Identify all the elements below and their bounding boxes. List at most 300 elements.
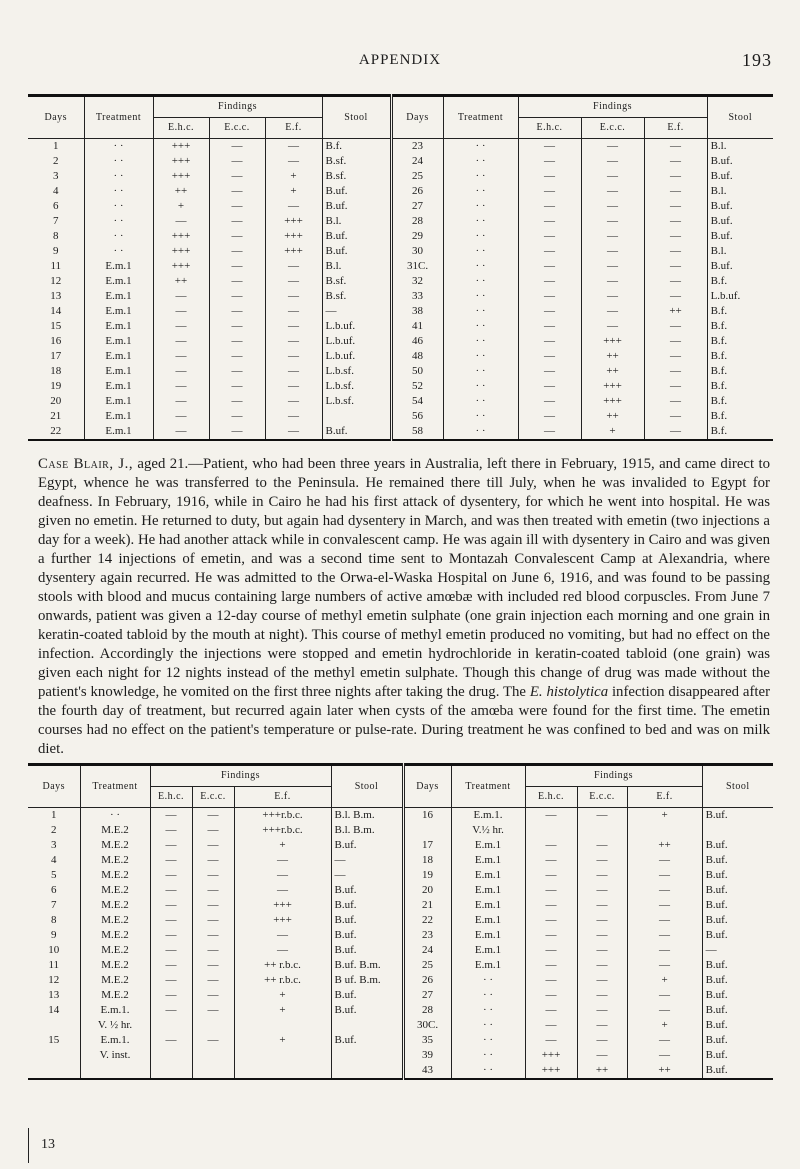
cell-ehc: — (150, 1033, 192, 1048)
table-row (28, 409, 773, 424)
cell-days: 35 (403, 1033, 451, 1048)
cell-treatment: M.E.2 (80, 943, 150, 958)
cell-ehc (150, 1018, 192, 1033)
cell-ecc: — (209, 274, 265, 289)
cell-ecc: — (581, 154, 644, 169)
cell-ehc: — (153, 364, 209, 379)
cell-ehc: +++ (525, 1063, 577, 1079)
header-days: Days (391, 96, 443, 139)
cell-ecc: — (581, 304, 644, 319)
cell-stool: B.uf. (710, 215, 733, 227)
table-row (28, 943, 773, 958)
cell-ehc: — (150, 913, 192, 928)
cell-ecc: — (192, 913, 234, 928)
cell-stool: — (705, 944, 717, 956)
cell-days: 8 (28, 229, 84, 244)
cell-treatment: · · (443, 244, 518, 259)
cell-stool (702, 823, 773, 838)
cell-ef: + (234, 1003, 331, 1018)
cell-days: 6 (28, 883, 80, 898)
cell-days: 16 (403, 808, 451, 824)
cell-ecc: ++ (581, 409, 644, 424)
table-row (28, 139, 773, 155)
cell-ehc: +++ (153, 139, 209, 155)
cell-ef: + (627, 973, 702, 988)
cell-treatment: · · (443, 154, 518, 169)
cell-stool: B.uf. (710, 170, 733, 182)
table-row (28, 424, 773, 440)
cell-days: 31C. (391, 259, 443, 274)
cell-stool: B.uf. (322, 184, 391, 199)
cell-stool: B.l. (322, 259, 391, 274)
cell-ecc: — (209, 214, 265, 229)
cell-ehc: +++ (153, 229, 209, 244)
table-row (28, 289, 773, 304)
cell-ef: ++ (627, 838, 702, 853)
cell-stool: B.uf. (322, 424, 391, 440)
case-label: Case Blair, J., (38, 456, 134, 472)
cell-days: 21 (28, 409, 84, 424)
cell-ef: — (644, 244, 707, 259)
cell-ehc: +++ (153, 259, 209, 274)
cell-treatment: E.m.1 (84, 364, 153, 379)
cell-stool: B.uf. (705, 1064, 728, 1076)
cell-stool: L.b.uf. (322, 334, 391, 349)
cell-ehc: — (518, 424, 581, 440)
cell-ehc: — (518, 319, 581, 334)
findings-table-1-body (28, 139, 773, 441)
cell-treatment: E.m.1 (84, 394, 153, 409)
cell-ehc (525, 823, 577, 838)
cell-days: 19 (403, 868, 451, 883)
cell-ehc: — (150, 928, 192, 943)
cell-days: 8 (28, 913, 80, 928)
cell-ef: +++r.b.c. (234, 823, 331, 838)
signature-number: 13 (41, 1137, 55, 1152)
cell-ecc: — (581, 244, 644, 259)
cell-ehc: — (525, 808, 577, 824)
cell-treatment: E.m.1 (84, 259, 153, 274)
cell-ecc: — (192, 1033, 234, 1048)
cell-treatment: M.E.2 (80, 988, 150, 1003)
cell-days (28, 1018, 80, 1033)
cell-ehc: — (153, 319, 209, 334)
cell-treatment: M.E.2 (80, 883, 150, 898)
cell-stool: L.b.uf. (322, 349, 391, 364)
cell-ecc: — (192, 958, 234, 973)
cell-ehc: — (525, 1033, 577, 1048)
cell-stool: B.uf. (331, 1003, 403, 1018)
cell-stool: B.l. B.m. (331, 808, 403, 824)
cell-ef: — (265, 304, 322, 319)
cell-stool (322, 409, 391, 424)
cell-days: 28 (391, 214, 443, 229)
cell-days: 25 (403, 958, 451, 973)
cell-ecc (192, 1018, 234, 1033)
cell-ecc: ++ (581, 364, 644, 379)
cell-stool: B.uf. (710, 260, 733, 272)
cell-ecc: — (192, 1003, 234, 1018)
cell-ecc: — (577, 808, 627, 824)
cell-ecc: — (192, 883, 234, 898)
cell-ef: — (644, 379, 707, 394)
cell-stool: B.uf. B.m. (331, 958, 403, 973)
table-row (28, 214, 773, 229)
cell-ecc: — (192, 808, 234, 824)
cell-days (28, 1048, 80, 1063)
cell-ecc (192, 1063, 234, 1079)
cell-days: 46 (391, 334, 443, 349)
cell-treatment: M.E.2 (80, 823, 150, 838)
case-paragraph (38, 455, 770, 759)
cell-stool: B.uf. (705, 1004, 728, 1016)
cell-stool (331, 1048, 403, 1063)
cell-days: 26 (391, 184, 443, 199)
cell-days: 7 (28, 898, 80, 913)
cell-ecc: — (581, 259, 644, 274)
cell-stool: B.f. (710, 275, 728, 287)
cell-ehc: — (525, 928, 577, 943)
header-ecc: E.c.c. (209, 118, 265, 139)
cell-ef: — (234, 943, 331, 958)
cell-ef: — (644, 394, 707, 409)
cell-ef: — (644, 139, 707, 155)
cell-treatment: E.m.1 (451, 838, 525, 853)
cell-ecc: — (209, 229, 265, 244)
header-ef: E.f. (644, 118, 707, 139)
header-ecc: E.c.c. (192, 787, 234, 808)
cell-ecc: — (581, 199, 644, 214)
cell-treatment: · · (451, 1048, 525, 1063)
cell-ecc: — (209, 244, 265, 259)
cell-ecc: +++ (581, 334, 644, 349)
cell-ef: — (627, 1048, 702, 1063)
cell-stool: B.uf. (705, 914, 728, 926)
cell-days: 6 (28, 199, 84, 214)
cell-days: 21 (403, 898, 451, 913)
cell-treatment: · · (451, 988, 525, 1003)
cell-ehc: — (525, 943, 577, 958)
cell-ef: — (265, 274, 322, 289)
margin-rule (28, 1128, 29, 1163)
cell-ef (234, 1063, 331, 1079)
cell-ef: +++ (234, 898, 331, 913)
cell-treatment: · · (443, 259, 518, 274)
cell-ef: — (644, 349, 707, 364)
cell-stool: L.b.sf. (322, 364, 391, 379)
cell-days: 24 (391, 154, 443, 169)
cell-treatment: · · (451, 1033, 525, 1048)
cell-ef: +++ (265, 244, 322, 259)
cell-treatment: · · (443, 184, 518, 199)
cell-stool: B.uf. (322, 229, 391, 244)
cell-days: 48 (391, 349, 443, 364)
cell-ehc: +++ (153, 169, 209, 184)
cell-ehc: — (150, 958, 192, 973)
cell-ecc: — (581, 319, 644, 334)
cell-ehc: +++ (153, 244, 209, 259)
cell-ef: ++ r.b.c. (234, 973, 331, 988)
cell-ef: — (265, 394, 322, 409)
cell-treatment: · · (443, 424, 518, 440)
cell-treatment: · · (443, 289, 518, 304)
cell-ehc: — (150, 943, 192, 958)
cell-ef: — (644, 199, 707, 214)
cell-ef: + (265, 169, 322, 184)
cell-ef: — (627, 883, 702, 898)
cell-ehc: +++ (525, 1048, 577, 1063)
cell-ef: + (627, 808, 702, 824)
cell-ecc: — (577, 898, 627, 913)
header-findings: Findings (153, 96, 322, 118)
cell-ehc: — (153, 424, 209, 440)
cell-ef: — (644, 289, 707, 304)
cell-ecc: — (581, 169, 644, 184)
cell-treatment: E.m.1 (84, 424, 153, 440)
table-row (28, 823, 773, 838)
case-text: aged 21.—Patient, who had been three years in Australia, left there in February, 1915, and came direct to Egypt, whence he was transferred to the Peninsula. He remained there till July, when he was invalided to Egypt for deafness. In February, 1916, while in Cairo he had his first attack of dysentery, for which he went into hospital. He was given no emetin. He returned to duty, but again had dysentery in March, and was then treated with emetin (two injections a day for a week). He had another attack while in convalescent camp. He was again ill with dysentery in Cairo and was given a further 14 injections of emetin, and was a second time sent to Montazah Convalescent Camp at Alexandria, where dysentery again recurred. He was admitted to the Orwa-el-Waska Hospital on June 6, 1916, and was found to be passing stools with blood and mucus containing large numbers of active amœbæ with included red blood corpuscles. From June 7 onwards, patient was given a 12-day course of methyl emetin sulphate (one grain injection each morning and one grain in keratin-coated tabloid by the mouth at night). This course of methyl emetin produced no vomiting, but had no effect on the infection. Accordingly the injections were stopped and emetin hydrochloride in keratin-coated tabloid (one grain) was given each night for 12 nights instead of the methyl emetin sulphate. Though this change of drug was made without the patient's knowledge, he vomited on the first three nights after taking the drug. The (38, 456, 770, 700)
cell-ehc: — (518, 244, 581, 259)
table-row (28, 349, 773, 364)
cell-ef: — (644, 259, 707, 274)
cell-treatment: E.m.1 (84, 379, 153, 394)
page-number: 193 (742, 50, 772, 70)
cell-stool: B.l. (322, 214, 391, 229)
cell-ecc: +++ (581, 379, 644, 394)
cell-ecc: + (581, 424, 644, 440)
cell-ehc: — (153, 304, 209, 319)
cell-treatment: · · (80, 808, 150, 824)
cell-ef: — (644, 214, 707, 229)
findings-table-2-body (28, 808, 773, 1080)
cell-days: 17 (403, 838, 451, 853)
cell-stool: B.uf. (331, 883, 403, 898)
cell-stool: B.uf. (710, 155, 733, 167)
cell-treatment: · · (443, 379, 518, 394)
cell-treatment: · · (443, 199, 518, 214)
cell-days: 56 (391, 409, 443, 424)
cell-days: 1 (28, 808, 80, 824)
cell-ecc: — (577, 1003, 627, 1018)
cell-stool: B.l. (710, 185, 727, 197)
cell-ecc: — (192, 838, 234, 853)
table-row (28, 364, 773, 379)
cell-stool: B.sf. (322, 154, 391, 169)
cell-days: 4 (28, 184, 84, 199)
table-row (28, 304, 773, 319)
cell-days: 16 (28, 334, 84, 349)
cell-treatment: V. ½ hr. (80, 1018, 150, 1033)
cell-ehc: ++ (153, 274, 209, 289)
table-row (28, 913, 773, 928)
cell-ecc: — (581, 184, 644, 199)
header-treatment: Treatment (443, 96, 518, 139)
table-row (28, 259, 773, 274)
cell-treatment: E.m.1 (451, 868, 525, 883)
header-ef: E.f. (265, 118, 322, 139)
cell-days: 1 (28, 139, 84, 155)
cell-ehc: — (525, 898, 577, 913)
cell-ehc (150, 1048, 192, 1063)
cell-stool: B.f. (322, 139, 391, 155)
header-stool: Stool (707, 96, 773, 139)
cell-stool: L.b.uf. (322, 319, 391, 334)
cell-stool: B.f. (710, 350, 728, 362)
cell-ehc: — (525, 838, 577, 853)
header-ecc: E.c.c. (581, 118, 644, 139)
cell-stool: B.uf. (705, 1049, 728, 1061)
cell-ef: — (644, 154, 707, 169)
table-row (28, 1048, 773, 1063)
cell-days (28, 1063, 80, 1079)
cell-days: 54 (391, 394, 443, 409)
cell-ehc: — (153, 334, 209, 349)
cell-stool: B.uf. (705, 929, 728, 941)
cell-ehc: — (518, 184, 581, 199)
cell-ef: — (265, 319, 322, 334)
cell-ehc: — (518, 259, 581, 274)
cell-ef: + (627, 1018, 702, 1033)
cell-stool: B.sf. (322, 169, 391, 184)
cell-stool: B.uf. (705, 959, 728, 971)
table-row (28, 988, 773, 1003)
cell-stool: B.sf. (322, 274, 391, 289)
cell-days: 23 (391, 139, 443, 155)
cell-ef: — (644, 184, 707, 199)
cell-ef (234, 1018, 331, 1033)
header-days: Days (28, 765, 80, 808)
cell-ecc: — (209, 379, 265, 394)
cell-stool: L.b.sf. (322, 379, 391, 394)
cell-ecc: — (209, 259, 265, 274)
cell-ecc: — (209, 139, 265, 155)
table-row (28, 898, 773, 913)
table-row (28, 958, 773, 973)
cell-ef: — (627, 913, 702, 928)
header-ehc: E.h.c. (150, 787, 192, 808)
running-title: APPENDIX (358, 52, 442, 68)
cell-stool: — (322, 304, 391, 319)
cell-ecc: — (209, 304, 265, 319)
cell-days: 27 (403, 988, 451, 1003)
cell-days: 38 (391, 304, 443, 319)
cell-ef: — (627, 988, 702, 1003)
cell-stool: B.uf. (322, 199, 391, 214)
cell-stool: B.uf. (331, 988, 403, 1003)
cell-ehc: — (150, 853, 192, 868)
cell-ehc: — (525, 973, 577, 988)
cell-ef: — (627, 898, 702, 913)
cell-ehc: — (518, 364, 581, 379)
cell-ef: — (234, 928, 331, 943)
cell-ef: +++ (234, 913, 331, 928)
cell-treatment: · · (84, 214, 153, 229)
cell-ecc: ++ (581, 349, 644, 364)
table-row (28, 184, 773, 199)
cell-days: 32 (391, 274, 443, 289)
case-italic: E. histolytica (529, 684, 609, 700)
cell-treatment: E.m.1 (451, 883, 525, 898)
cell-stool: B.f. (710, 410, 728, 422)
header-findings: Findings (518, 96, 707, 118)
cell-ehc: — (525, 988, 577, 1003)
cell-ef: — (265, 409, 322, 424)
cell-ecc: — (192, 928, 234, 943)
table-row (28, 808, 773, 824)
cell-treatment: · · (84, 154, 153, 169)
cell-treatment: · · (443, 349, 518, 364)
cell-ehc: — (525, 958, 577, 973)
cell-ef: — (644, 169, 707, 184)
cell-days: 17 (28, 349, 84, 364)
cell-ecc: — (577, 988, 627, 1003)
cell-stool: B.uf. (331, 943, 403, 958)
cell-days: 11 (28, 259, 84, 274)
cell-stool: — (331, 868, 403, 883)
cell-days: 15 (28, 1033, 80, 1048)
cell-ef: + (234, 1033, 331, 1048)
cell-stool: — (331, 853, 403, 868)
header-treatment: Treatment (451, 765, 525, 808)
cell-stool: B uf. B.m. (331, 973, 403, 988)
cell-treatment: E.m.1 (84, 349, 153, 364)
cell-treatment: E.m.1. (80, 1033, 150, 1048)
cell-ef: — (234, 883, 331, 898)
header-ef: E.f. (234, 787, 331, 808)
cell-treatment: E.m.1 (451, 943, 525, 958)
cell-ehc: — (518, 274, 581, 289)
cell-stool: B.l. (710, 140, 727, 152)
cell-ecc: — (209, 424, 265, 440)
table-row (28, 928, 773, 943)
cell-ehc: — (153, 289, 209, 304)
cell-ef: — (265, 139, 322, 155)
cell-treatment: M.E.2 (80, 868, 150, 883)
cell-treatment: M.E.2 (80, 973, 150, 988)
cell-treatment: · · (84, 139, 153, 155)
cell-ehc: — (525, 1018, 577, 1033)
cell-ecc: — (209, 334, 265, 349)
cell-days: 25 (391, 169, 443, 184)
cell-treatment: · · (84, 184, 153, 199)
cell-ehc: — (518, 409, 581, 424)
cell-stool: B.uf. (710, 200, 733, 212)
cell-stool: B.uf. (705, 989, 728, 1001)
cell-ecc: — (209, 169, 265, 184)
cell-ehc: — (150, 988, 192, 1003)
cell-treatment: · · (443, 214, 518, 229)
cell-ef: +++r.b.c. (234, 808, 331, 824)
table-row (28, 334, 773, 349)
cell-ehc: — (153, 394, 209, 409)
cell-days: 14 (28, 1003, 80, 1018)
cell-ecc: — (577, 1018, 627, 1033)
cell-stool: B.uf. (331, 898, 403, 913)
table-row (28, 973, 773, 988)
cell-treatment: M.E.2 (80, 913, 150, 928)
cell-ef: ++ (644, 304, 707, 319)
table-row (28, 394, 773, 409)
table-row (28, 853, 773, 868)
cell-days: 2 (28, 154, 84, 169)
cell-ehc: — (518, 334, 581, 349)
cell-treatment: · · (443, 364, 518, 379)
cell-ef: — (644, 364, 707, 379)
cell-stool: B.uf. (322, 244, 391, 259)
header-ehc: E.h.c. (153, 118, 209, 139)
cell-ehc: — (153, 214, 209, 229)
cell-ef: + (234, 838, 331, 853)
